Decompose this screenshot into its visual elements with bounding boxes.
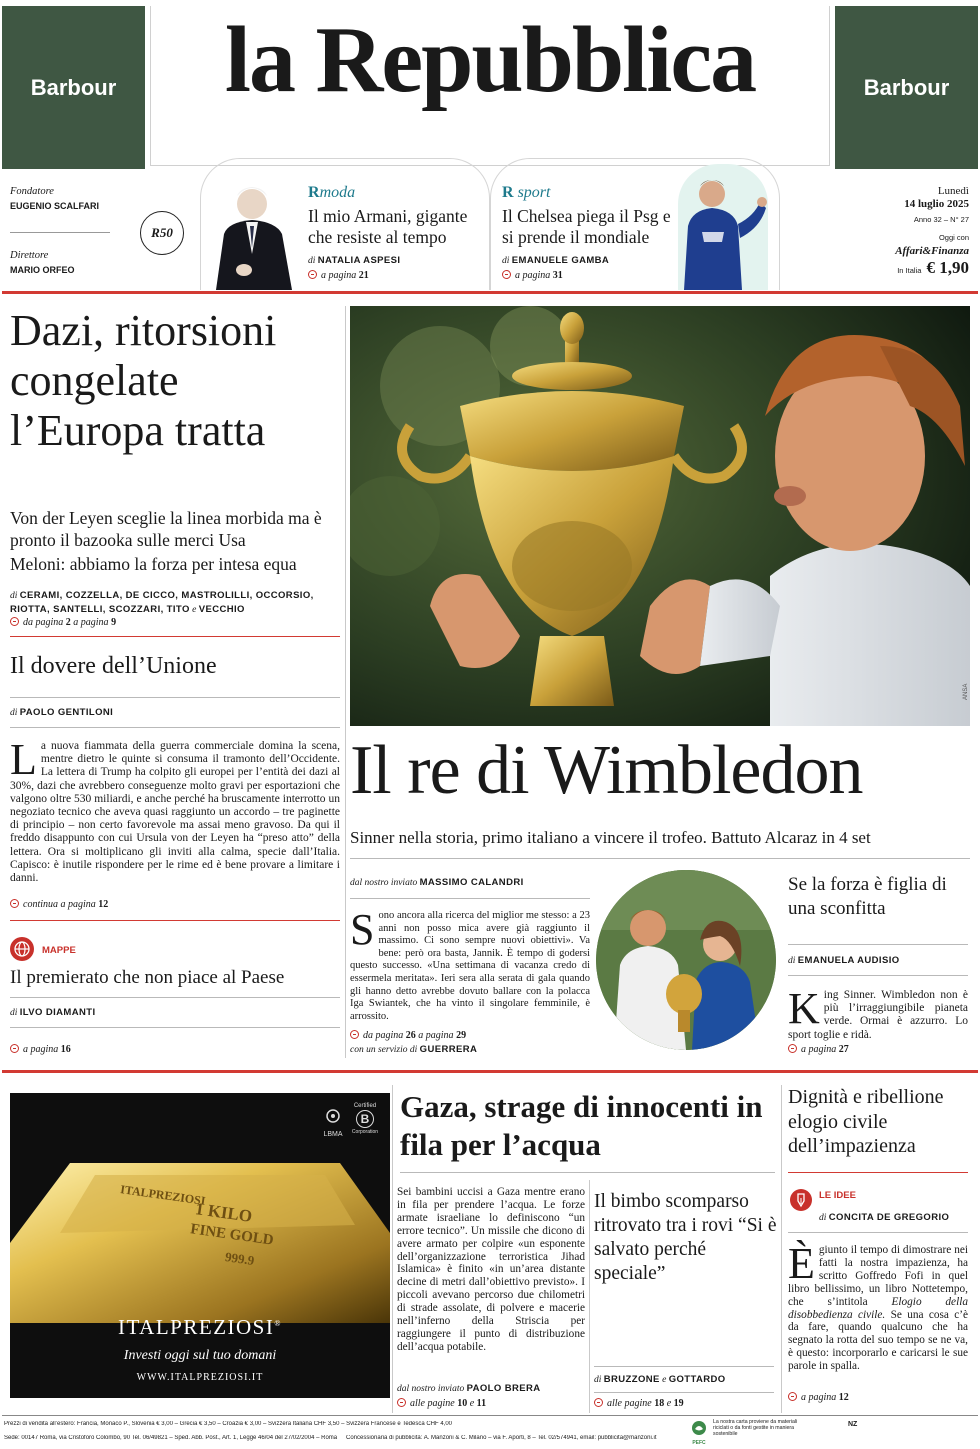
wimbledon-divider: [350, 858, 970, 859]
gold-bar-weight: 1 KILO: [194, 1199, 254, 1226]
bimbo-divider-2: [594, 1392, 774, 1393]
promo-sport-headline[interactable]: Il Chelsea piega il Psg e si prende il mondiale: [502, 206, 671, 247]
audisio-dropcap: K: [788, 984, 820, 1033]
italpreziosi-name: ITALPREZIOSI: [118, 1315, 275, 1339]
bimbo-page-and: e: [666, 1398, 672, 1409]
ideas-byline: [819, 1212, 949, 1223]
lbma-logo: [318, 1105, 348, 1138]
lbma-label: LBMA: [323, 1131, 343, 1138]
promo-moda[interactable]: [200, 158, 490, 290]
pen-icon: [790, 1189, 812, 1211]
newspaper-title[interactable]: la Repubblica: [224, 8, 756, 112]
bcorp-certified: Certified: [353, 1103, 377, 1109]
footer-address: Sede: 00147 Roma, via Cristoforo Colombo, 90 Tel. 06/49821 – Sped. Abb. Post., Art. 1, Legge 46/04 del 27/02/2004 – Roma: [4, 1435, 338, 1441]
column-divider-left: [345, 306, 346, 1058]
audisio-page: 27: [838, 1044, 849, 1055]
lead-headline[interactable]: Dazi, ritorsioni congelate l’Europa tratta: [10, 306, 277, 455]
promo-moda-by: di: [308, 256, 316, 266]
ideas-text-2: Se una cosa c’è da fare, quando qualcuno che ha segnato la rotta del suo tempo se ne va, è questo: incorporarlo e caricarsi le sue parole in spalla.: [788, 1308, 969, 1373]
editorial-continue[interactable]: [10, 899, 108, 910]
lead-page-from: 2: [65, 617, 71, 628]
promo-moda-page[interactable]: [308, 270, 369, 281]
editorial-continue-page: 12: [98, 899, 109, 910]
bimbo-divider: [594, 1366, 774, 1367]
footer-prices: Prezzi di vendita all’estero: Francia, Monaco P., Slovenia € 3,00 – Grecia € 3,50 – Croazia € 3,00 – Svizzera Italiana CHF 3,50 – Svizzera Francese e Tedesca CHF 4,00: [4, 1421, 453, 1427]
promo-moda-page-prefix: a pagina: [321, 270, 357, 281]
arrow-icon: [788, 1044, 797, 1053]
bimbo-author-1: BRUZZONE: [603, 1374, 660, 1385]
lead-page-to-prefix: a pagina: [73, 617, 109, 628]
promo-moda-page-number: 21: [358, 270, 369, 281]
audisio-title[interactable]: Se la forza è figlia di una sconfitta: [788, 874, 947, 919]
editorial-dropcap: L: [10, 735, 37, 784]
wimbledon-page-from: 26: [405, 1030, 416, 1041]
ideas-book-title: Elogio della disobbedienza civile.: [788, 1295, 968, 1321]
wimbledon-headline[interactable]: Il re di Wimbledon: [350, 732, 863, 809]
maps-by: di: [10, 1008, 18, 1018]
promo-sport-by: di: [502, 256, 510, 266]
ideas-author: CONCITA DE GREGORIO: [828, 1212, 950, 1223]
promo-moda-headline[interactable]: Il mio Armani, gigante che resiste al tempo: [308, 206, 468, 247]
ideas-body: [788, 1239, 969, 1373]
promo-moda-section: [308, 184, 355, 202]
barbour-ad-left[interactable]: Barbour: [2, 6, 145, 169]
wimbledon-text: ono ancora alla ricerca del miglior me stesso: a 23 anni non posso mica avere già raggiunto il massimo. Ci sono sempre nuovi obiettivi». Va bene: però ora basta, Jannik. È tempo di godersi questo successo. «Una settimana di vacanza credo di essermela meritata». Ieri sera alla serata di gala quando gli hanno detto avrebbe dovuto ballare con la polacca Iga Swiantek, che ha vinto il singolare femminile, è arrossito.: [350, 910, 590, 1022]
editorial-body: [10, 735, 340, 885]
editorial-rule: [10, 920, 340, 921]
wimbledon-page-prefix: da pagina: [363, 1030, 404, 1041]
promo-sport-letter: R: [502, 184, 514, 201]
gaza-by: dal nostro inviato: [397, 1384, 465, 1394]
globe-icon: [10, 937, 34, 961]
pefc-label: PEFC: [692, 1440, 706, 1446]
maps-kicker: MAPPE: [42, 945, 76, 956]
registered-mark: ®: [274, 1319, 282, 1328]
edition-code: NZ: [848, 1421, 858, 1428]
footer-rule: [2, 1415, 978, 1416]
price-label: In Italia: [897, 266, 922, 275]
gaza-divider: [400, 1172, 775, 1173]
column-divider-bottom-1: [392, 1085, 393, 1413]
supplement-prefix: Oggi con: [938, 233, 969, 242]
bimbo-by: di: [594, 1375, 602, 1385]
promo-sport-author: EMANUELE GAMBA: [511, 255, 610, 266]
maps-title[interactable]: Il premierato che non piace al Paese: [10, 967, 285, 988]
photo-credit: ANSA: [963, 683, 969, 700]
founder-name: EUGENIO SCALFARI: [10, 201, 100, 211]
editorial-divider-2: [10, 727, 340, 728]
ideas-by: di: [819, 1213, 827, 1223]
editorial-divider: [10, 697, 340, 698]
ideas-page: 12: [838, 1392, 849, 1403]
editorial-continue-text: continua a pagina: [23, 899, 96, 910]
editorial-author: PAOLO GENTILONI: [19, 707, 114, 718]
arrow-icon: [10, 1044, 19, 1053]
gold-bar-purity: 999.9: [224, 1249, 256, 1268]
promo-sport-page-number: 31: [552, 270, 563, 281]
maps-byline: [10, 1007, 96, 1018]
gold-bar-brand: ITALPREZIOSI: [119, 1182, 207, 1208]
promo-sport-byline: [502, 255, 609, 266]
italpreziosi-ad[interactable]: [10, 1093, 390, 1398]
wimbledon-byline: [350, 877, 524, 888]
wimbledon-author: MASSIMO CALANDRI: [419, 877, 524, 888]
wimbledon-page-to-prefix: a pagina: [418, 1030, 454, 1041]
director-label: Direttore: [10, 250, 49, 261]
r50-badge: R50: [140, 211, 184, 255]
maps-divider: [10, 997, 340, 998]
promo-sport[interactable]: [490, 158, 780, 290]
maps-author: ILVO DIAMANTI: [19, 1007, 96, 1018]
italpreziosi-tagline: Investi oggi sul tuo domani: [123, 1348, 277, 1363]
ideas-divider: [788, 1232, 968, 1233]
gaza-headline[interactable]: Gaza, strage di innocenti in fila per l’acqua: [400, 1089, 763, 1162]
bimbo-byline: [594, 1374, 726, 1385]
lead-page-ref[interactable]: [10, 617, 116, 628]
wimbledon-service: [350, 1044, 477, 1055]
gaza-page-to: 11: [476, 1398, 487, 1409]
fold-rule: [2, 1070, 978, 1073]
editorial-text: a nuova fiammata della guerra commerciale domina la scena, mentre dietro le quinte si consuma il tramonto dell’Occidente. La lettera di Trump ha colpito gli europei per l’entità dei dazi al 30%, dazi che avrebbero conseguenze molto gravi per esportazioni che valgono oltre 530 miliardi, e anche perché ha bruscamente interrotto un negoziato tecnico che aveva quasi raggiunto un accordo – tre paginette di principio – non certo favorevole ma assai meno gravoso. Da qui il freddo disappunto con cui Ursula von der Leyen ha “preso atto” della lettera. Ora si moltiplicano gli inviti alla calma, specie dall’Italia. Capisco: è inutile rispondere per le rime ed è bene provare a limitare i danni.: [10, 740, 340, 885]
promo-moda-byline: [308, 255, 400, 266]
arrow-icon: [10, 899, 19, 908]
lead-authors-and: e: [192, 605, 197, 615]
italpreziosi-brand: [10, 1315, 390, 1340]
arrow-icon: [308, 270, 317, 279]
wimbledon-by: dal nostro inviato: [350, 878, 418, 888]
maps-page: 16: [60, 1044, 71, 1055]
promo-sport-page[interactable]: [502, 270, 563, 281]
founder-divider: [10, 232, 110, 233]
arrow-icon: [10, 617, 19, 626]
arrow-icon: [350, 1030, 359, 1039]
bimbo-page-prefix: alle pagine: [607, 1398, 652, 1409]
wimbledon-page-ref[interactable]: [350, 1030, 466, 1041]
audisio-byline: [788, 955, 900, 966]
lead-subhead-2: Meloni: abbiamo la forza per intesa equa: [10, 554, 297, 574]
founder-label: Fondatore: [10, 186, 54, 197]
lead-authors: [10, 589, 340, 617]
column-divider-bottom-3: [781, 1085, 782, 1413]
bcorp-logo: [350, 1103, 380, 1135]
director-name: MARIO ORFEO: [10, 265, 75, 275]
wimbledon-dropcap: S: [350, 905, 375, 954]
date-day: Lunedì: [937, 185, 969, 197]
bimbo-and: e: [662, 1375, 667, 1385]
ideas-dropcap: È: [788, 1239, 815, 1288]
footer-advertising: Concessionaria di pubblicità: A. Manzoni & C. Milano – via F. Aporti, 8 – Tel. 02/574941, email: pubblicita@manzoni.it: [346, 1435, 657, 1441]
promo-moda-section-name: moda: [319, 184, 356, 201]
lead-page-to: 9: [111, 617, 117, 628]
sinner-trophy-photo[interactable]: [350, 306, 970, 726]
price-row: [835, 258, 969, 278]
promo-sport-section-name: sport: [517, 184, 551, 201]
lead-authors-2: RIOTTA, SANTELLI, SCOZZARI, TITO: [10, 604, 190, 615]
pefc-text: La nostra carta proviene da materiali riciclati o da fonti gestite in maniera sostenibile: [713, 1419, 798, 1438]
ideas-headline[interactable]: Dignità e ribellione elogio civile dell’impazienza: [788, 1086, 944, 1157]
bimbo-headline[interactable]: Il bimbo scomparso ritrovato tra i rovi “Si è salvato perché speciale”: [594, 1191, 777, 1284]
arrow-icon: [397, 1398, 406, 1407]
promo-moda-letter: R: [308, 184, 320, 201]
promo-sport-section: [502, 184, 550, 202]
ideas-page-ref[interactable]: [788, 1392, 849, 1403]
gaza-page-ref[interactable]: [397, 1398, 486, 1409]
issue-number: Anno 32 – N° 27: [913, 215, 969, 224]
promo-moda-author: NATALIA ASPESI: [317, 255, 401, 266]
pefc-logo: [688, 1420, 710, 1446]
maps-divider-2: [10, 1027, 340, 1028]
arrow-icon: [594, 1398, 603, 1407]
ideas-kicker: LE IDEE: [819, 1190, 856, 1201]
supplement-name: Affari&Finanza: [895, 245, 969, 257]
italpreziosi-url[interactable]: WWW.ITALPREZIOSI.IT: [136, 1372, 264, 1383]
promo-sport-page-prefix: a pagina: [515, 270, 551, 281]
column-divider-bottom-2: [589, 1180, 590, 1413]
editorial-byline: [10, 707, 113, 718]
wimbledon-byline-divider: [350, 898, 590, 899]
gaza-body: Sei bambini uccisi a Gaza mentre erano in fila per prendere l’acqua. Le forze armate israeliane lo definiscono “un errore tecnico”. Un missile che dicono di avere armato per colpire «un esponente dell’organizzazione terroristica Jihad Islamica» è finito «in un’area distante decine di metri dall’obiettivo previsto». I piccoli avevano percorso due chilometri di strade assolate, di polvere e macerie nell’inferno della Striscia per raggiungere il punto di distribuzione dell’acqua potabile.: [397, 1186, 585, 1353]
lead-authors-1: CERAMI, COZZELLA, DE CICCO, MASTROLILLI, OCCORSIO,: [19, 590, 314, 601]
ideas-page-prefix: a pagina: [801, 1392, 837, 1403]
lead-authors-prefix: di: [10, 591, 18, 601]
date: 14 luglio 2025: [904, 198, 969, 210]
barbour-ad-right[interactable]: Barbour: [835, 6, 978, 169]
editorial-title[interactable]: Il dovere dell’Unione: [10, 653, 217, 679]
sinner-royal-photo[interactable]: [596, 870, 776, 1050]
gaza-byline: [397, 1383, 541, 1394]
maps-page-prefix: a pagina: [23, 1044, 59, 1055]
audisio-divider: [788, 944, 968, 945]
audisio-divider-2: [788, 975, 968, 976]
gold-bar-fine: FINE GOLD: [189, 1221, 275, 1249]
masthead-rule: [2, 291, 978, 294]
bcorp-letter: B: [356, 1110, 374, 1128]
audisio-body: [788, 984, 968, 1042]
bimbo-page-ref[interactable]: [594, 1398, 684, 1409]
arrow-icon: [788, 1392, 797, 1401]
lead-authors-last: VECCHIO: [198, 604, 245, 615]
armani-portrait: [206, 178, 304, 290]
chelsea-player: [676, 172, 770, 290]
gaza-page-and: e: [469, 1398, 475, 1409]
lead-rule: [10, 636, 340, 637]
audisio-by: di: [788, 956, 796, 966]
wimbledon-service-author: GUERRERA: [419, 1044, 478, 1055]
audisio-text: ing Sinner. Wimbledon non è più l’irraggiungibile pianeta verde. Ormai è azzurro. Lo sport toglie e ridà.: [788, 989, 968, 1041]
wimbledon-service-prefix: con un servizio di: [350, 1045, 418, 1055]
maps-page-ref[interactable]: [10, 1044, 71, 1055]
editorial-by: di: [10, 708, 18, 718]
wimbledon-body: [350, 905, 590, 1023]
wimbledon-page-to: 29: [456, 1030, 467, 1041]
audisio-author: EMANUELA AUDISIO: [797, 955, 900, 966]
bimbo-page-to: 19: [673, 1398, 684, 1409]
bcorp-corporation: Corporation: [351, 1129, 379, 1135]
bimbo-page-from: 18: [654, 1398, 665, 1409]
gaza-page-prefix: alle pagine: [410, 1398, 455, 1409]
audisio-page-prefix: a pagina: [801, 1044, 837, 1055]
bimbo-author-2: GOTTARDO: [668, 1374, 726, 1385]
audisio-page-ref[interactable]: [788, 1044, 849, 1055]
lead-page-ref-prefix: da pagina: [23, 617, 64, 628]
gaza-author: PAOLO BRERA: [466, 1383, 541, 1394]
price: € 1,90: [926, 258, 969, 277]
wimbledon-subhead: Sinner nella storia, primo italiano a vincere il trofeo. Battuto Alcaraz in 4 set: [350, 828, 871, 847]
ideas-text-1: giunto il tempo di dimostrare nei fatti la nostra impazienza, ha scritto Goffredo Fofi in quel libro bellissimo, un libro Nottetempo, che s’intitola: [788, 1244, 968, 1308]
ideas-rule: [788, 1172, 968, 1173]
lead-subhead-1: Von der Leyen sceglie la linea morbida ma è pronto il bazooka sulle merci Usa: [10, 508, 322, 550]
gaza-page-from: 10: [457, 1398, 468, 1409]
arrow-icon: [502, 270, 511, 279]
